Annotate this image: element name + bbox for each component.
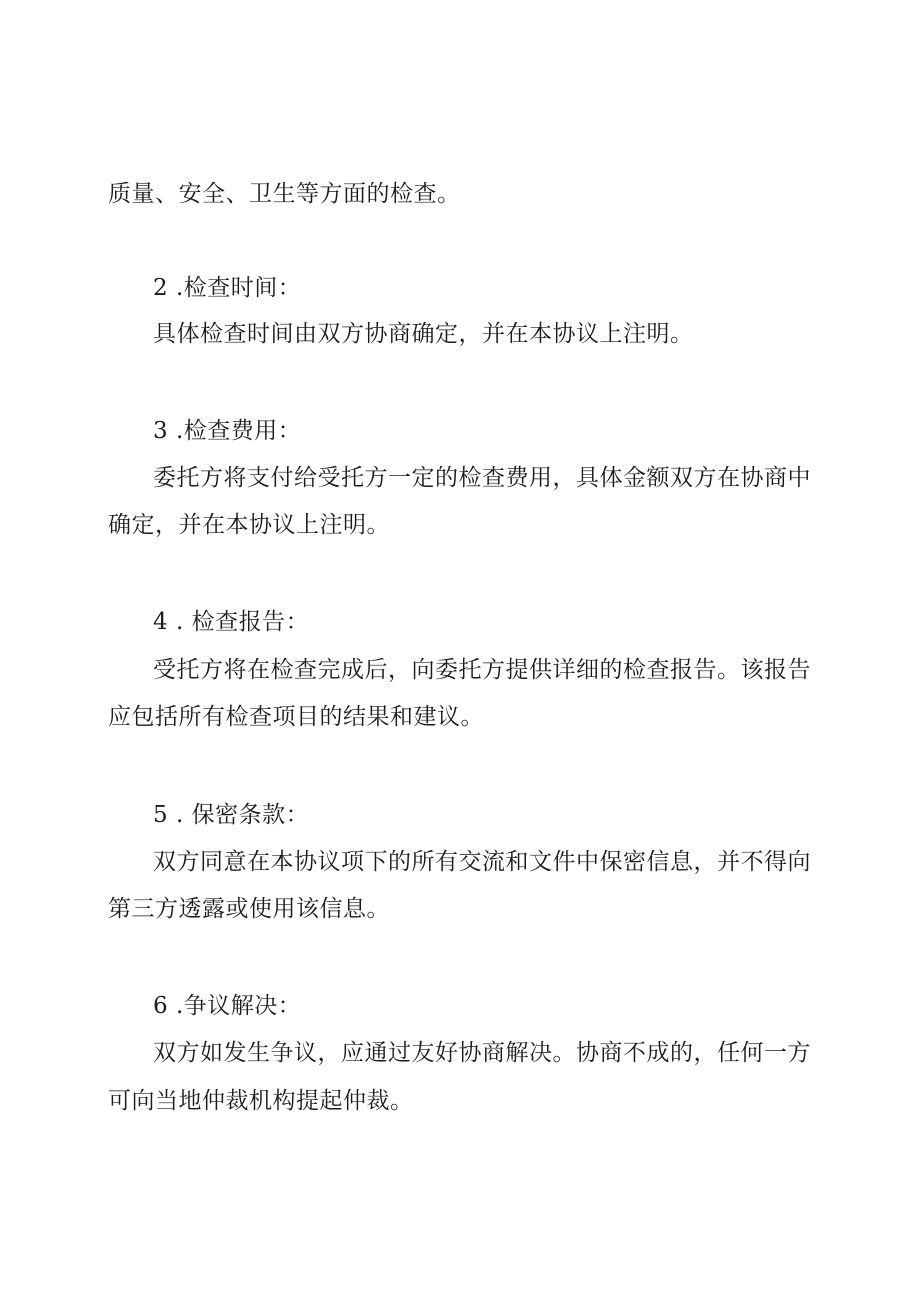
section-heading: 2 .检查时间： — [153, 275, 302, 301]
section-body-line: 应包括所有检查项目的结果和建议。 — [108, 704, 484, 730]
section-body-line: 双方同意在本协议项下的所有交流和文件中保密信息，并不得向 — [153, 849, 811, 875]
section-body-line: 第三方透露或使用该信息。 — [108, 896, 390, 922]
section-body-line: 双方如发生争议，应通过友好协商解决。协商不成的，任何一方 — [153, 1040, 811, 1066]
section-heading: 3 .检查费用： — [153, 418, 302, 444]
section-body-line: 具体检查时间由双方协商确定，并在本协议上注明。 — [153, 321, 694, 347]
section-body-line: 可向当地仲裁机构提起仲裁。 — [108, 1088, 414, 1114]
section-body-line: 确定，并在本协议上注明。 — [108, 512, 390, 538]
section-heading: 6 .争议解决： — [153, 993, 302, 1019]
section-heading: 5 . 保密条款： — [153, 802, 310, 828]
section-body-line: 委托方将支付给受托方一定的检查费用，具体金额双方在协商中 — [153, 465, 811, 491]
intro-line: 质量、安全、卫生等方面的检查。 — [108, 181, 461, 207]
section-heading: 4 . 检查报告： — [153, 609, 310, 635]
section-body-line: 受托方将在检查完成后，向委托方提供详细的检查报告。该报告 — [153, 657, 811, 683]
